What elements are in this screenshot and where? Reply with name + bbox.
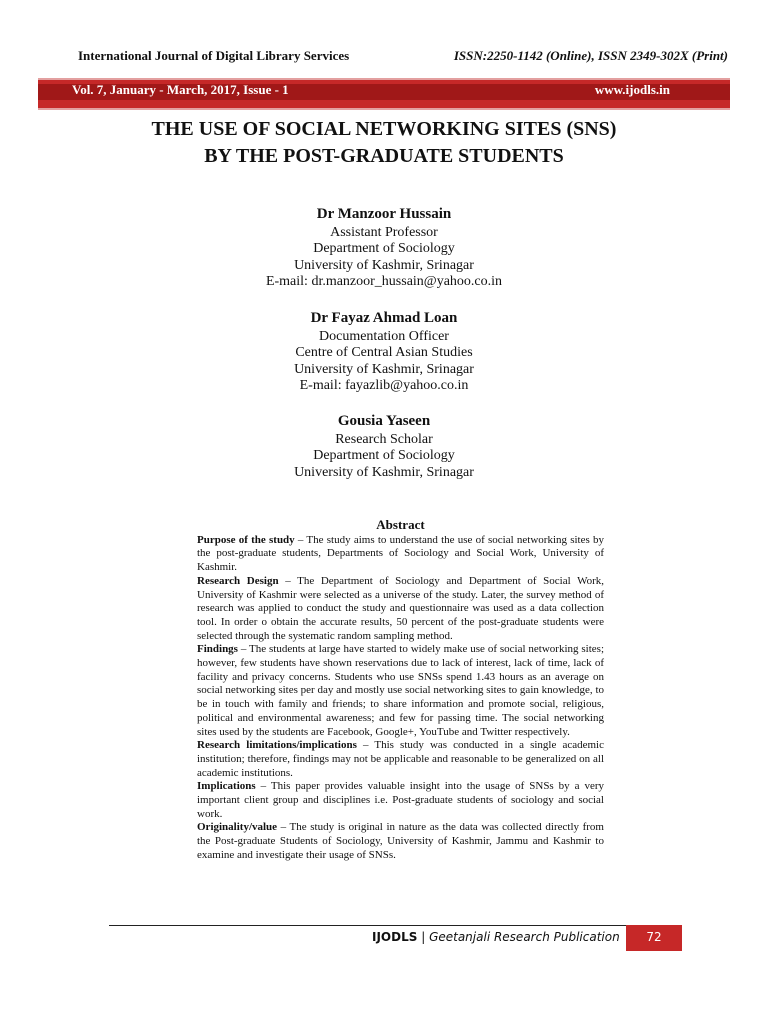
abstract-label: Originality/value — [197, 821, 278, 834]
header-band — [38, 78, 730, 110]
website-link[interactable]: www.ijodls.in — [594, 82, 670, 97]
abstract-paragraph-implications — [197, 780, 604, 821]
title-line-1: THE USE OF SOCIAL NETWORKING SITES (SNS) — [151, 118, 617, 140]
author-affiliation: University of Kashmir, Srinagar — [294, 464, 474, 480]
title-line-2: BY THE POST-GRADUATE STUDENTS — [204, 145, 564, 167]
abstract-paragraph-originality — [197, 821, 604, 862]
abstract-label: Research limitations/implications — [197, 739, 357, 752]
author-department: Centre of Central Asian Studies — [295, 345, 473, 360]
author-affiliation: University of Kashmir, Srinagar — [294, 257, 474, 273]
abstract-paragraph-findings — [197, 643, 604, 739]
author-name: Dr Manzoor Hussain — [316, 206, 452, 222]
abstract-paragraph-design — [197, 575, 604, 644]
author-position: Research Scholar — [335, 431, 433, 447]
author-department: Department of Sociology — [313, 241, 455, 256]
journal-name: International Journal of Digital Library Services — [78, 48, 350, 63]
page-number: 72 — [626, 925, 682, 951]
author-affiliation: University of Kashmir, Srinagar — [294, 361, 474, 377]
abstract-label: Findings — [197, 643, 238, 656]
author-block-3 — [0, 413, 768, 481]
author-block-1 — [0, 206, 768, 291]
footer-publisher: Geetanjali Research Publication — [429, 930, 620, 944]
running-header — [78, 48, 728, 66]
author-department: Department of Sociology — [313, 448, 455, 463]
abstract-label: Research Design — [197, 574, 279, 587]
volume-info: Vol. 7, January - March, 2017, Issue - 1 — [72, 82, 289, 97]
author-block-2 — [0, 310, 768, 395]
footer-brand: IJODLS — [372, 930, 418, 944]
abstract-text: – The study is original in nature as the data was collected directly from the Post-graduate Students of Sociology, University of Kashmir, Jammu and Kashmir to examine and investigate their usage of SNSs. — [197, 821, 604, 861]
author-position: Assistant Professor — [330, 224, 438, 240]
abstract-text: – The Department of Sociology and Department of Social Work, University of Kashmir were selected as a universe of the study. Later, the survey method of research was applied to conduct the study and questionnaire was used as a data collection tool. In order o obtain the accurate results, 50 percent of the post-graduate students were selected through the systematic random sampling method. — [197, 574, 604, 642]
abstract-label: Purpose of the study — [197, 533, 295, 546]
abstract — [197, 518, 604, 863]
abstract-text: – This study was conducted in a single academic institution; therefore, findings may not be applicable and reasonable to be generalized on all academic institutions. — [197, 739, 604, 779]
issn-text: ISSN:2250-1142 (Online), ISSN 2349-302X (Print) — [453, 48, 728, 63]
paper-title — [0, 116, 768, 170]
author-position: Documentation Officer — [319, 328, 449, 344]
abstract-label: Implications — [197, 780, 256, 793]
abstract-paragraph-limitations — [197, 739, 604, 780]
author-email[interactable]: E-mail: fayazlib@yahoo.co.in — [299, 378, 469, 393]
abstract-text: – The students at large have started to widely make use of social networking sites; however, few students have shown reservations due to lack of interest, lack of time, lack of facility and privacy concerns. Students who use SNSs spend 1.43 hours as an average on social networking sites per day and mostly use social networking sites to gain knowledge, to be in touch with family and friends; to share information and promote social, religious, political and environmental awareness; and few for passing time. The social networking sites used by the students are Facebook, Google+, YouTube and Twitter respectively. — [197, 643, 604, 738]
author-name: Dr Fayaz Ahmad Loan — [310, 310, 458, 326]
abstract-text: – This paper provides valuable insight into the usage of SNSs by a very important client group and disciplines i.e. Post-graduate students of sociology and social work. — [197, 780, 604, 820]
footer-separator: | — [417, 930, 430, 944]
abstract-text: – The study aims to understand the use of social networking sites by the post-graduate students, Departments of Sociology and Social Work, University of Kashmir. — [197, 533, 604, 574]
abstract-paragraph-purpose — [197, 534, 604, 575]
footer-divider — [109, 925, 682, 926]
abstract-heading: Abstract — [376, 517, 425, 532]
author-name: Gousia Yaseen — [337, 413, 431, 429]
footer — [372, 929, 620, 945]
author-email[interactable]: E-mail: dr.manzoor_hussain@yahoo.co.in — [265, 274, 503, 289]
